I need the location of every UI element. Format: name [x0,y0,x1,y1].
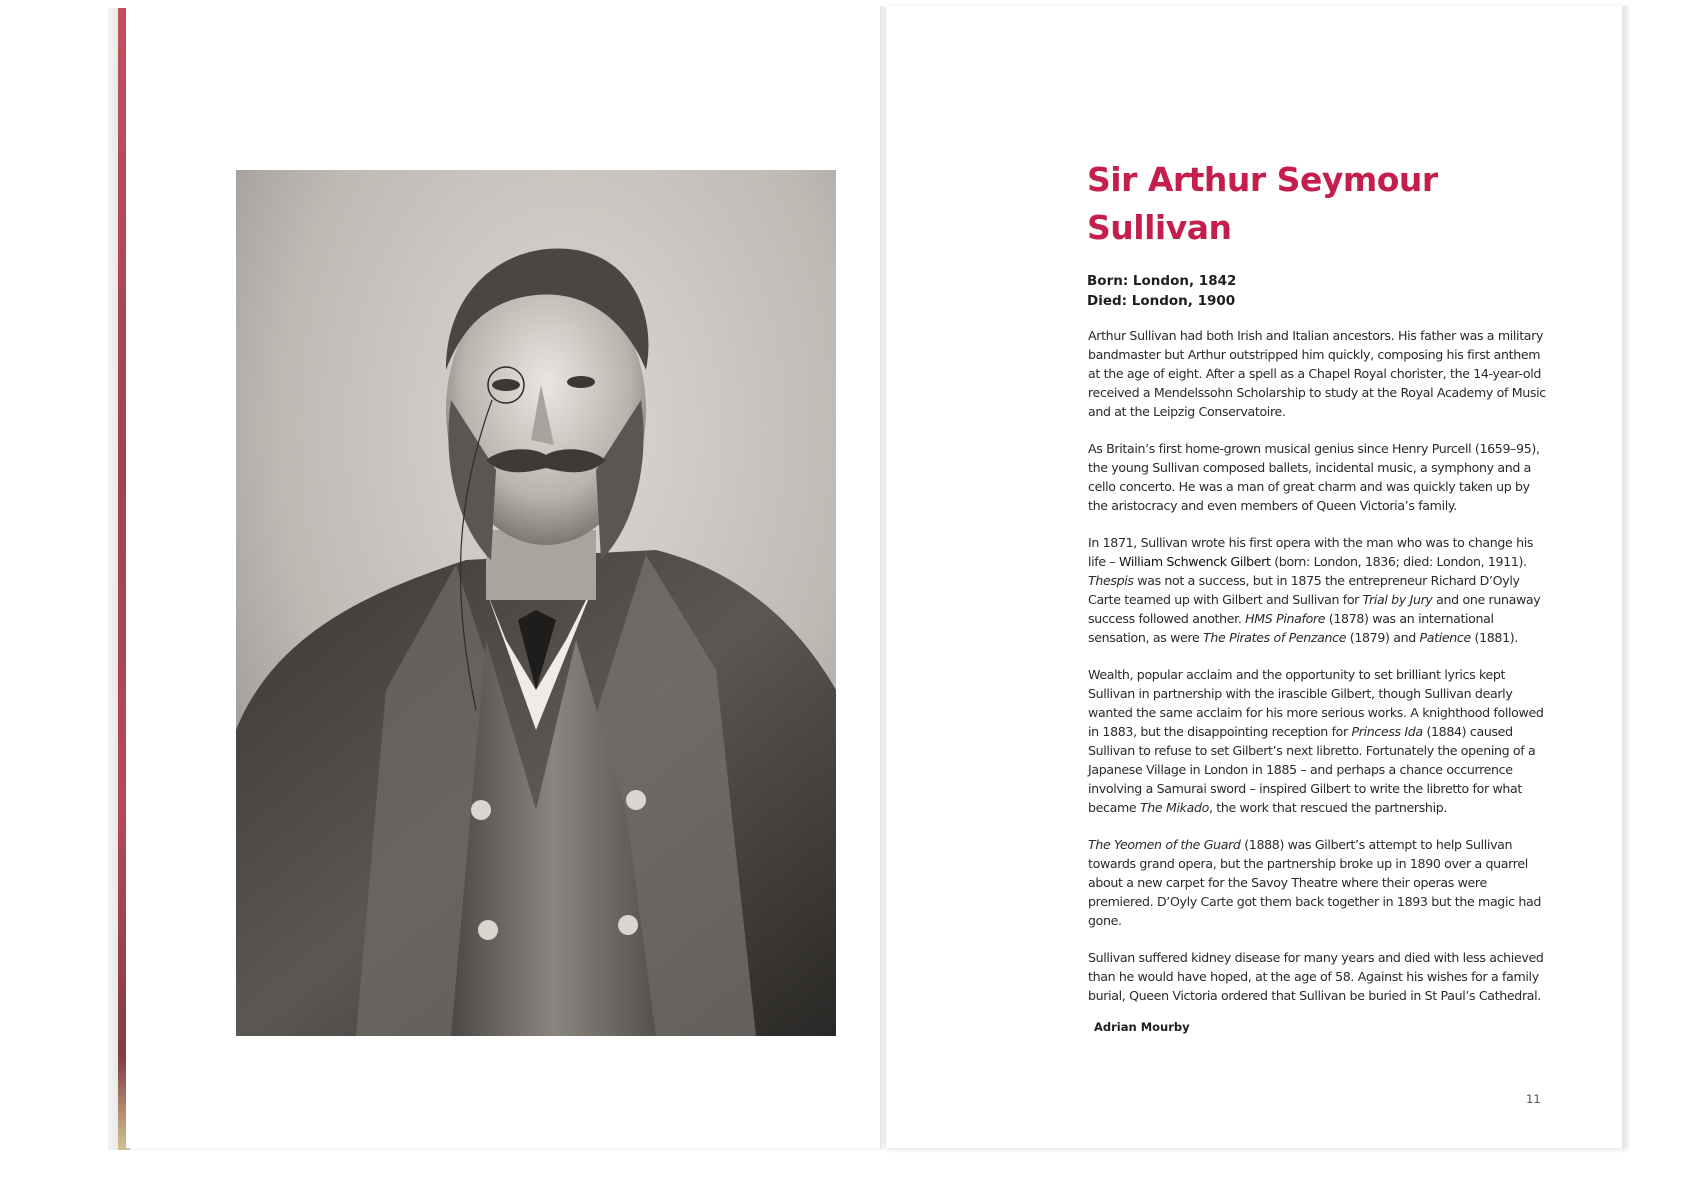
text-span: (born: London, 1836; died: London, 1911). [1270,554,1527,569]
text-span: In 1871, Sullivan wrote his first opera with the man who was to change his life – [1088,535,1534,569]
work-title: The Mikado [1139,800,1209,815]
portrait-photo [236,170,836,1036]
text-span: (1878) was an international sensation, as were [1088,611,1494,645]
work-title: The Yeomen of the Guard [1088,837,1241,852]
page-number: 11 [1526,1092,1541,1106]
paragraph-4 [1088,665,1548,817]
text-span: (1888) was Gilbert’s attempt to help Sullivan towards grand opera, but the partnership broke up in 1890 over a quarrel about a new carpet for the Savoy Theatre where their operas were premiered. D’Oyly Carte got them back together in 1893 but the magic had gone. [1088,837,1541,928]
work-title: Thespis [1088,573,1134,588]
text-span: and one runaway success followed another. [1088,592,1541,626]
gilbert-name: William Schwenck Gilbert [1119,554,1271,569]
born-line: Born: London, 1842 [1087,273,1237,289]
work-title: The Pirates of Penzance [1203,630,1347,645]
article-body [1088,326,1548,1023]
paragraph-6: Sullivan suffered kidney disease for many years and died with less achieved than he would have hoped, at the age of 58. Against his wishes for a family burial, Queen Victoria ordered that Sullivan be buried in St Paul’s Cathedral. [1088,950,1544,1003]
birth-death-info [1087,271,1236,311]
text-span: (1884) caused Sullivan to refuse to set Gilbert’s next libretto. Fortunately the opening of a Japanese Village in London in 1885 – and perhaps a chance occurrence involving a Samurai sword – inspired Gilbert to write the libretto for what became [1088,724,1536,815]
work-title: Trial by Jury [1362,592,1433,607]
text-span: (1879) and [1346,630,1420,645]
paragraph-2: As Britain’s first home-grown musical genius since Henry Purcell (1659–95), the young Sullivan composed ballets, incidental music, a symphony and a cello concerto. He was a man of great charm and was quickly taken up by the aristocracy and even members of Queen Victoria’s family. [1088,441,1540,513]
text-span: was not a success, but in 1875 the entrepreneur Richard D’Oyly Carte teamed up with Gilbert and Sullivan for [1088,573,1520,607]
paragraph-1: Arthur Sullivan had both Irish and Italian ancestors. His father was a military bandmaster but Arthur outstripped him quickly, composing his first anthem at the age of eight. After a spell as a Chapel Royal chorister, the 14-year-old received a Mendelssohn Scholarship to study at the Royal Academy of Music and at the Leipzig Conservatoire. [1088,328,1546,419]
left-page-edge [108,8,118,1150]
paragraph-3 [1088,533,1548,647]
work-title: Princess Ida [1351,724,1423,739]
work-title: HMS Pinafore [1245,611,1326,626]
work-title: Patience [1419,630,1471,645]
right-page-edge [1622,6,1628,1148]
died-line: Died: London, 1900 [1087,293,1236,309]
text-span: Wealth, popular acclaim and the opportunity to set brilliant lyrics kept Sullivan in partnership with the irascible Gilbert, though Sullivan dearly wanted the same acclaim for his more serious works. A knighthood followed in 1883, but the disappointing reception for [1088,667,1544,739]
text-span: , the work that rescued the partnership. [1208,800,1448,815]
paragraph-5 [1088,835,1548,930]
page-title: Sir Arthur Seymour Sullivan [1087,160,1438,247]
author-credit: Adrian Mourby [1094,1020,1190,1034]
text-span: (1881). [1470,630,1518,645]
